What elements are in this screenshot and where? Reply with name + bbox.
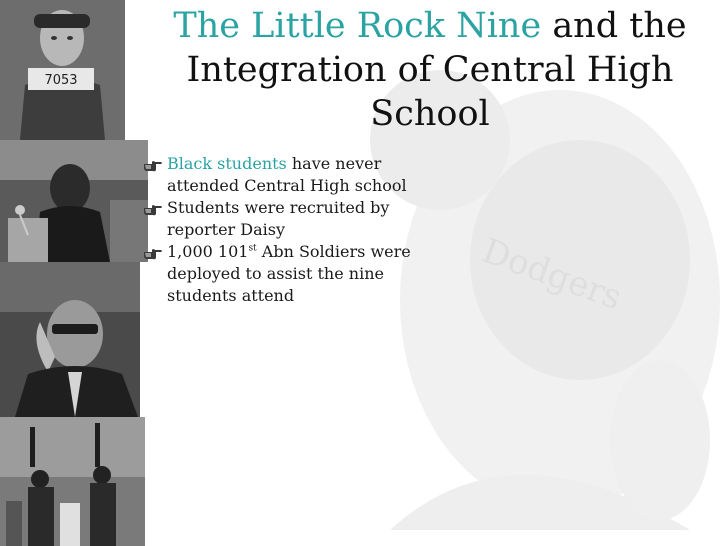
bullet-item <box>143 197 443 241</box>
photo-strip <box>0 0 155 546</box>
bullet-superscript: st <box>248 243 257 254</box>
title-rest-line1: and the <box>541 6 687 46</box>
bullet-prefix: 1,000 101 <box>167 242 249 261</box>
bullet-list <box>143 153 443 307</box>
bullet-text: Students were recruited by reporter Daisy <box>167 198 390 239</box>
bullet-text: have never attended Central High school <box>167 154 407 195</box>
title-line3: School <box>370 94 490 134</box>
bullet-item <box>143 241 443 307</box>
pointing-hand-bullet-icon <box>143 202 163 218</box>
title-line2: Integration of Central High <box>186 50 674 90</box>
mugshot-number: 7053 <box>44 73 78 88</box>
malcolm-photo <box>0 262 140 417</box>
speech-photo <box>0 140 148 262</box>
olympics-salute-photo <box>0 417 145 546</box>
pointing-hand-bullet-icon <box>143 246 163 262</box>
slide-title <box>160 4 700 136</box>
bullet-item <box>143 153 443 197</box>
mugshot-photo <box>0 0 125 140</box>
bullet-text: Abn Soldiers were deployed to assist the nine students attend <box>167 242 411 305</box>
title-accent: The Little Rock Nine <box>173 6 542 46</box>
svg-text:Dodgers: Dodgers <box>476 230 627 319</box>
bullet-highlight: Black students <box>167 154 287 173</box>
pointing-hand-bullet-icon <box>143 158 163 174</box>
